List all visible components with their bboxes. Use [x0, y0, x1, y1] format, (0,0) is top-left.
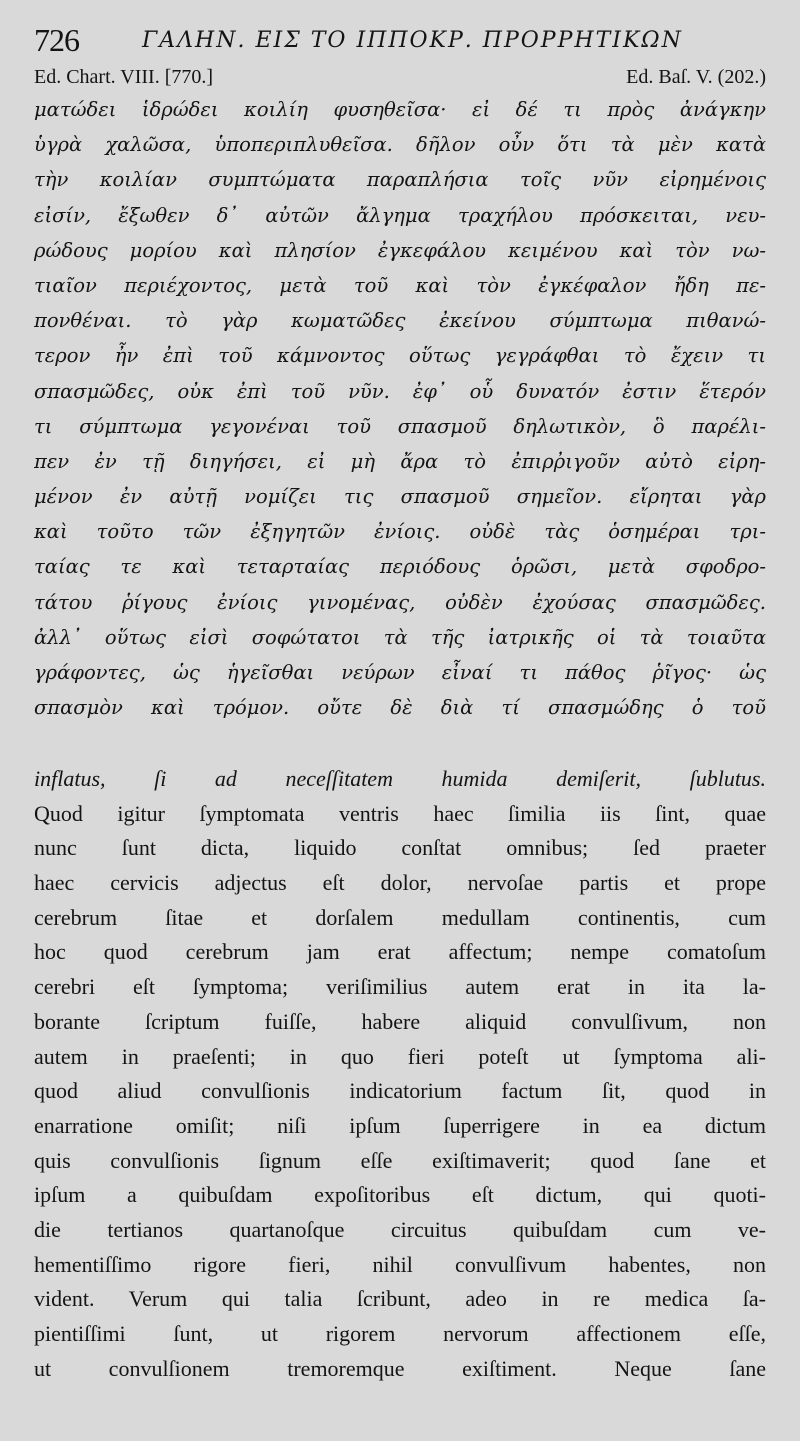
greek-text-line: τιαῖον περιέχοντος, μετὰ τοῦ καὶ τὸν ἐγκέφαλον ἤδη πε- — [34, 273, 766, 297]
greek-text-column — [34, 92, 766, 725]
greek-text-line: ὑγρὰ χαλῶσα, ὑποπεριπλυθεῖσα. δῆλον οὖν ὅτι τὰ μὲν κατὰ — [34, 133, 766, 157]
greek-text-line: σπασμὸν καὶ τρόμον. οὔτε δὲ διὰ τί σπασμώδης ὁ τοῦ — [34, 696, 766, 720]
edition-reference-line — [34, 66, 766, 92]
greek-text-line: τι σύμπτωμα γεγονέναι τοῦ σπασμοῦ δηλωτικὸν, ὃ παρέλι- — [34, 414, 766, 438]
edition-reference-chartier: Ed. Chart. VIII. [770.] — [34, 66, 214, 88]
latin-text-line: Quod igitur ſymptomata ventris haec ſimilia iis ſint, quae — [34, 800, 766, 826]
latin-text-line: pientiſſimi ſunt, ut rigorem nervorum affectionem eſſe, — [34, 1321, 766, 1346]
latin-text-line: quod aliud convulſionis indicatorium factum ſit, quod in — [34, 1078, 766, 1104]
latin-text-line: quis convulſionis ſignum eſſe exiſtimaverit; quod ſane et — [34, 1147, 766, 1173]
greek-text-line: καὶ τοῦτο τῶν ἐξηγητῶν ἐνίοις. οὐδὲ τὰς ὁσημέραι τρι- — [34, 520, 766, 544]
greek-text-line: τὴν κοιλίαν συμπτώματα παραπλήσια τοῖς νῦν εἰρημένοις — [34, 168, 766, 192]
greek-text-line: μένον ἐν αὐτῇ νομίζει τις σπασμοῦ σημεῖον. εἴρηται γὰρ — [34, 485, 766, 509]
greek-text-line: ταίας τε καὶ τεταρταίας περιόδους ὁρῶσι, μετὰ σφοδρο- — [34, 555, 766, 579]
edition-reference-basel: Ed. Baſ. V. (202.) — [626, 66, 766, 88]
greek-text-line: τερον ἦν ἐπὶ τοῦ κάμνοντος οὕτως γεγράφθαι τὸ ἔχειν τι — [34, 344, 766, 368]
greek-text-line: ρώδους μορίου καὶ πλησίον ἐγκεφάλου κειμένου καὶ τὸν νω- — [34, 238, 766, 262]
running-head — [34, 22, 774, 62]
greek-text-line: τάτου ῥίγους ἐνίοις γινομένας, οὐδὲν ἐχούσας σπασμῶδες. — [34, 590, 766, 614]
latin-text-line: cerebri eſt ſymptoma; veriſimilius autem erat in ita la- — [34, 974, 766, 1000]
greek-text-line: ματώδει ἱδρώδει κοιλίη φυσηθεῖσα· εἰ δέ τι πρὸς ἀνάγκην — [34, 98, 766, 121]
running-title: ΓΑΛΗΝ. ΕΙΣ ΤΟ ΙΠΠΟΚΡ. ΠΡΟΡΡΗΤΙΚΩΝ — [142, 28, 683, 53]
latin-text-line: hementiſſimo rigore fieri, nihil convulſivum habentes, non — [34, 1251, 766, 1277]
greek-text-line: εἰσίν, ἔξωθεν δ᾽ αὐτῶν ἄλγημα τραχήλου πρόσκειται, νευ- — [34, 203, 766, 227]
greek-text-line: πονθέναι. τὸ γὰρ κωματῶδες ἐκείνου σύμπτωμα πιθανώ- — [34, 309, 766, 333]
greek-text-line: σπασμῶδες, οὐκ ἐπὶ τοῦ νῦν. ἐφ᾽ οὗ δυνατόν ἐστιν ἕτερόν — [34, 379, 766, 403]
greek-text-line: ἀλλ᾽ οὕτως εἰσὶ σοφώτατοι τὰ τῆς ἰατρικῆς οἱ τὰ τοιαῦτα — [34, 625, 766, 649]
latin-text-line: ut convulſionem tremoremque exiſtiment. Neque ſane — [34, 1355, 766, 1381]
latin-text-column — [34, 762, 766, 1386]
latin-text-line: cerebrum ſitae et dorſalem medullam continentis, cum — [34, 904, 766, 930]
latin-text-line: nunc ſunt dicta, liquido conſtat omnibus; ſed praeter — [34, 835, 766, 861]
latin-text-line: borante ſcriptum fuiſſe, habere aliquid convulſivum, non — [34, 1008, 766, 1034]
latin-text-line: haec cervicis adjectus eſt dolor, nervoſae partis et prope — [34, 870, 766, 896]
greek-text-line: γράφοντες, ὡς ἡγεῖσθαι νεύρων εἶναί τι πάθος ῥῖγος· ὡς — [34, 661, 766, 684]
latin-text-line: inflatus, ſi ad neceſſitatem humida demiſerit, ſublutus. — [34, 766, 766, 791]
latin-text-line: autem in praeſenti; in quo fieri poteſt ut ſymptoma ali- — [34, 1043, 766, 1069]
greek-text-line: πεν ἐν τῇ διηγήσει, εἰ μὴ ἄρα τὸ ἐπιρῤιγοῦν αὐτὸ εἰρη- — [34, 449, 766, 473]
page-number: 726 — [34, 22, 79, 58]
latin-text-line: enarratione omiſit; niſi ipſum ſuperrigere in ea dictum — [34, 1112, 766, 1138]
latin-text-line: vident. Verum qui talia ſcribunt, adeo in re medica ſa- — [34, 1286, 766, 1312]
latin-text-line: die tertianos quartanoſque circuitus quibuſdam cum ve- — [34, 1216, 766, 1242]
latin-text-line: ipſum a quibuſdam expoſitoribus eſt dictum, qui quoti- — [34, 1182, 766, 1208]
latin-text-line: hoc quod cerebrum jam erat affectum; nempe comatoſum — [34, 939, 766, 965]
